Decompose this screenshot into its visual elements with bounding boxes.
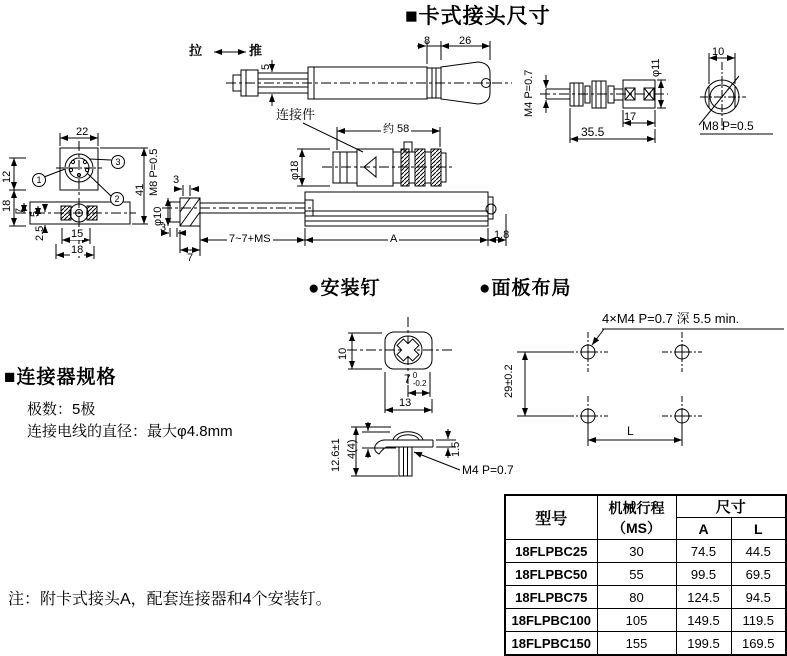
col-a-header: A (676, 518, 731, 540)
cell-a: 99.5 (676, 563, 731, 586)
spec-heading: ■连接器规格 (4, 367, 117, 388)
cell-model: 18FLPBC75 (505, 586, 597, 609)
cell-model: 18FLPBC25 (505, 540, 597, 563)
dim-17-label: 17 (624, 111, 637, 123)
dia-18-label: φ18 (289, 160, 301, 180)
thread-m4-pin-label: M4 P=0.7 (462, 463, 514, 477)
dim-a-label: A (390, 233, 398, 245)
footnote: 注：附卡式接头A，配套连接器和4个安装钉。 (8, 591, 332, 608)
dim-5-flange-label: 5 (29, 210, 41, 217)
dim-8-label: 8 (424, 35, 431, 47)
cell-ms: 105 (597, 609, 676, 632)
dim-12-label: 12 (1, 170, 13, 183)
cell-l: 44.5 (731, 540, 786, 563)
thread-m8-end-label: M8 P=0.5 (702, 119, 754, 133)
dim-1-5-label: 1.5 (450, 441, 462, 457)
col-model-header: 型号 (505, 495, 597, 540)
pull-label: 拉 (189, 43, 203, 58)
table-row (505, 586, 786, 609)
spec-poles: 极数：5极 (27, 401, 96, 418)
flange-view-drawing (9, 133, 148, 259)
cell-ms: 80 (597, 586, 676, 609)
dim-13-label: 13 (399, 397, 412, 409)
dim-22-label: 22 (76, 126, 89, 138)
panel-hole (662, 332, 702, 372)
col-size-header: 尺寸 (676, 495, 786, 518)
dim-3-bottom-label: 3 (160, 222, 167, 234)
cell-ms: 30 (597, 540, 676, 563)
section-panel-heading: ●面板布局 (479, 278, 572, 299)
table-row (505, 609, 786, 632)
dim-41-label: 41 (134, 183, 146, 196)
cell-a: 74.5 (676, 540, 731, 563)
cell-l: 119.5 (731, 609, 786, 632)
dim-7-pin-label: 7 0 -0.2 (404, 371, 427, 388)
cell-a: 149.5 (676, 609, 731, 632)
tol-high: 0 (412, 371, 418, 380)
dim-1-8-label: 1.8 (494, 229, 510, 241)
dim-3-top-label: 3 (173, 174, 180, 186)
dim-12-6-label: 12.6±1 (330, 438, 342, 472)
cell-a: 124.5 (676, 586, 731, 609)
dim-15-label: 15 (71, 228, 84, 240)
dim-35-5-label: 35.5 (581, 125, 605, 139)
cell-l: 169.5 (731, 632, 786, 656)
cell-model: 18FLPBC100 (505, 609, 597, 632)
page-title: ■卡式接头尺寸 (405, 5, 551, 28)
tol-low: -0.2 (412, 379, 427, 388)
cell-a: 199.5 (676, 632, 731, 656)
panel-hole (568, 332, 608, 372)
cell-l: 94.5 (731, 586, 786, 609)
table-row (505, 540, 786, 563)
body-view-drawing (162, 127, 506, 256)
col-l-header: L (731, 518, 786, 540)
dim-7-flange-label: 7 (14, 207, 26, 214)
dim-4-4-label: 4(4) (346, 439, 358, 459)
thread-m8-label: M8 P=0.5 (148, 148, 160, 196)
dim-rod-dia-label: 5 (260, 63, 272, 70)
dia-11-label: φ11 (650, 58, 662, 77)
pin-callout-1: 1 (32, 173, 46, 187)
table-row (505, 563, 786, 586)
panel-callout-label: 4×M4 P=0.7 深 5.5 min. (602, 311, 740, 326)
cell-model: 18FLPBC50 (505, 563, 597, 586)
dim-18-left-label: 18 (1, 199, 13, 212)
dia-10-label: φ10 (152, 206, 164, 226)
push-label: 推 (249, 43, 263, 58)
cell-l: 69.5 (731, 563, 786, 586)
connector-part-label: 连接件 (276, 107, 316, 122)
cell-model: 18FLPBC150 (505, 632, 597, 656)
dim-stroke-label: 7~7+MS (229, 233, 271, 245)
table-row (505, 632, 786, 656)
cell-ms: 155 (597, 632, 676, 656)
dim-l-label: L (627, 424, 634, 438)
table-header-row (505, 495, 786, 518)
col-stroke-header: 机械行程 （MS） (597, 495, 676, 540)
dim-26-label: 26 (459, 35, 472, 47)
section-mount-pin-heading: ●安装钉 (308, 278, 381, 299)
dim-10-end-label: 10 (712, 46, 725, 58)
panel-layout-drawing (517, 329, 784, 446)
dim-29-label: 29±0.2 (503, 364, 515, 398)
dim-10-pin-label: 10 (337, 347, 349, 360)
mount-pin-side-view-drawing (351, 422, 460, 476)
dim-18-bottom-label: 18 (71, 244, 84, 256)
pin-callout-3: 3 (111, 155, 125, 169)
dim-2-5-label: 2.5 (34, 225, 46, 241)
pin-callout-2: 2 (110, 192, 124, 206)
model-table (504, 494, 787, 656)
dim-approx58-label: 约 58 (383, 123, 410, 135)
thread-m4-rod-label: M4 P=0.7 (523, 69, 535, 117)
spec-wire: 连接电线的直径：最大φ4.8mm (27, 423, 233, 440)
cell-ms: 55 (597, 563, 676, 586)
dim-7-body-label: 7 (187, 252, 194, 264)
